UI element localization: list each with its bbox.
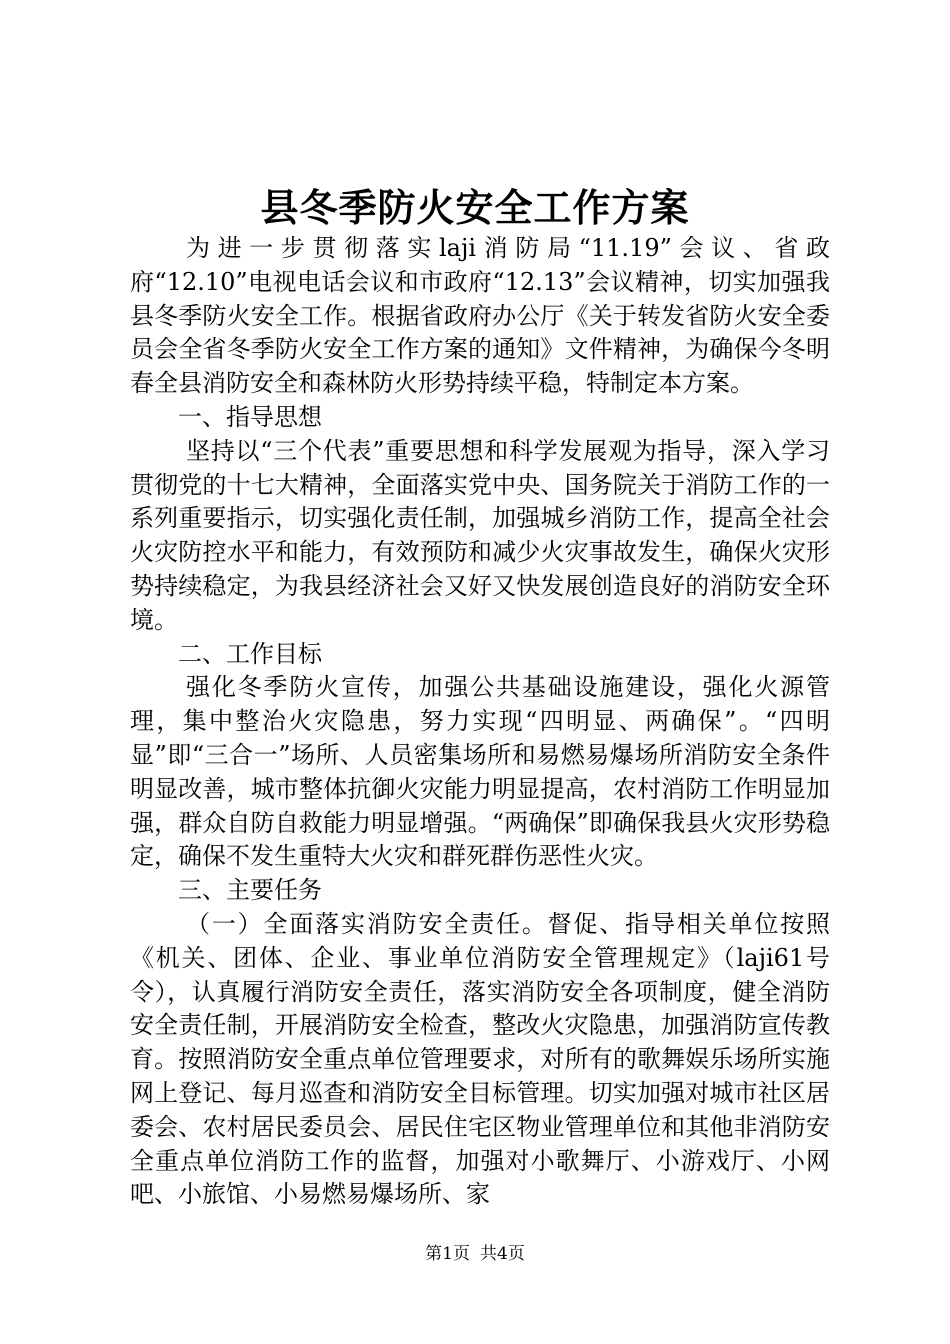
section-text-main-tasks: （一）全面落实消防安全责任。督促、指导相关单位按照《机关、团体、企业、事业单位消防安全管理规定》（laji61号令），认真履行消防安全责任，落实消防安全各项制度，健全消防安全责任制，开展消防安全检查，整改火灾隐患，加强消防宣传教育。按照消防安全重点单位管理要求，对所有的歌舞娱乐场所实施网上登记、每月巡查和消防安全目标管理。切实加强对城市社区居委会、农村居民委员会、居民住宅区物业管理单位和其他非消防安全重点单位消防工作的监督，加强对小歌舞厅、小游戏厅、小网吧、小旅馆、小易燃易爆场所、家 <box>130 909 830 1209</box>
section-heading-work-goals: 二、工作目标 <box>178 639 322 668</box>
section-heading-main-tasks: 三、主要任务 <box>178 876 322 905</box>
section-text-guiding-ideology: 坚持以“三个代表”重要思想和科学发展观为指导，深入学习贯彻党的十七大精神，全面落实党中央、国务院关于消防工作的一系列重要指示，切实强化责任制，加强城乡消防工作，提高全社会火灾防控水平和能力，有效预防和减少火灾事故发生，确保火灾形势持续稳定，为我县经济社会又好又快发展创造良好的消防安全环境。 <box>130 436 830 634</box>
page-number: 第1页 <box>425 1244 470 1264</box>
page-footer <box>0 1243 950 1265</box>
page-total: 共4页 <box>480 1244 525 1264</box>
document-title: 县冬季防火安全工作方案 <box>260 185 690 230</box>
document-body <box>130 232 830 1212</box>
section-heading-guiding-ideology: 一、指导思想 <box>178 402 322 431</box>
intro-paragraph: 为进一步贯彻落实laji消防局“11.19”会议、省政府“12.10”电视电话会议和市政府“12.13”会议精神，切实加强我县冬季防火安全工作。根据省政府办公厅《关于转发省防火安全委员会全省冬季防火安全工作方案的通知》文件精神，为确保今冬明春全县消防安全和森林防火形势持续平稳，特制定本方案。 <box>130 234 830 398</box>
section-text-work-goals: 强化冬季防火宣传，加强公共基础设施建设，强化火源管理，集中整治火灾隐患，努力实现“四明显、两确保”。“四明显”即“三合一”场所、人员密集场所和易燃易爆场所消防安全条件明显改善，城市整体抗御火灾能力明显提高，农村消防工作明显加强，群众自防自救能力明显增强。“两确保”即确保我县火灾形势稳定，确保不发生重特大火灾和群死群伤恶性火灾。 <box>130 673 830 871</box>
